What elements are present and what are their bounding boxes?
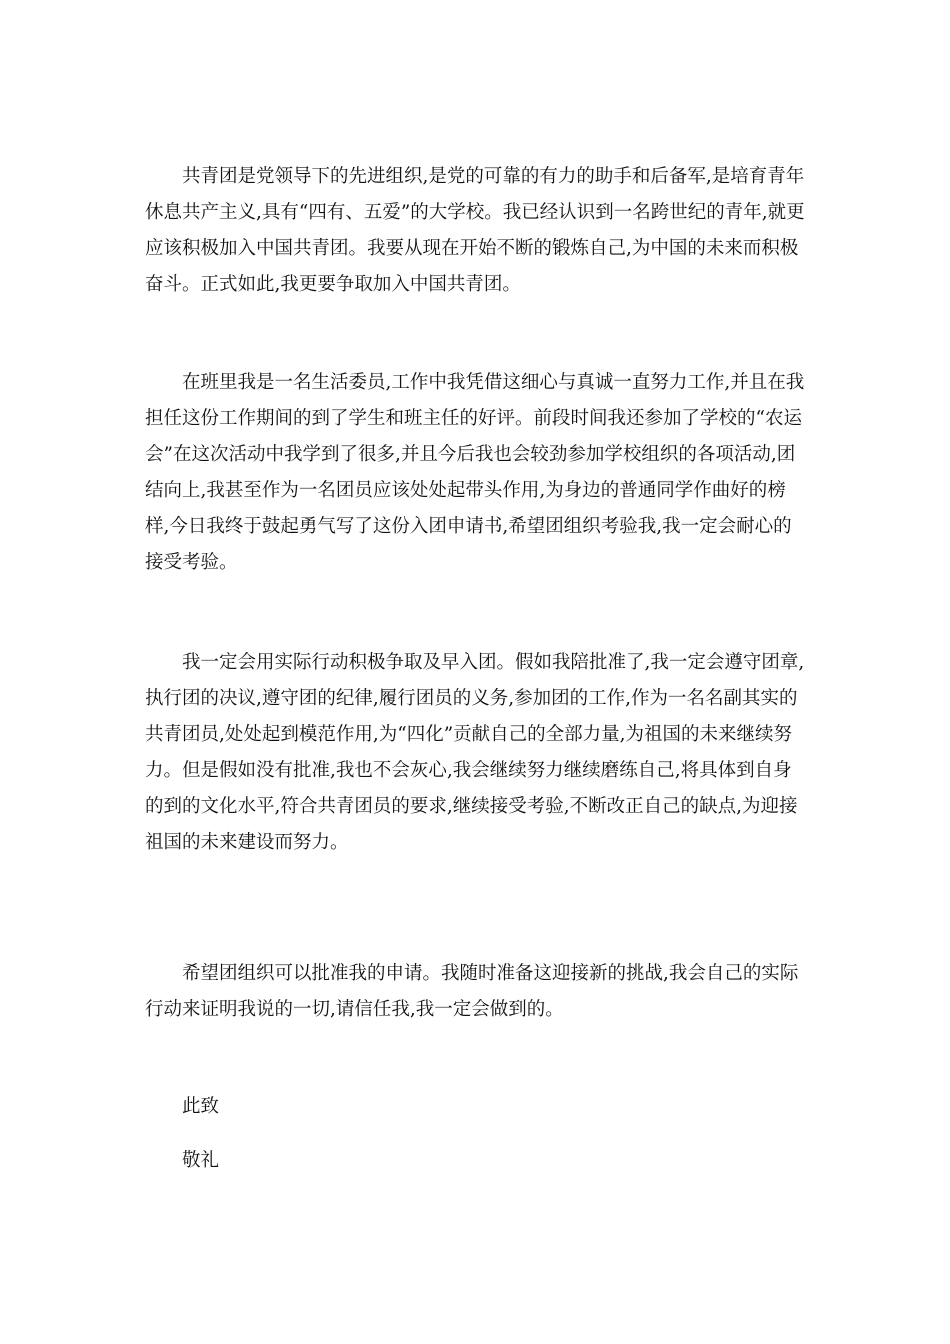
- closing-regards: 敬礼: [182, 1150, 220, 1171]
- closing-salutation: 此致: [182, 1096, 220, 1117]
- paragraph-request: 希望团组织可以批准我的申请。我随时准备这迎接新的挑战,我会自己的实际行动来证明我说的一切,请信任我,我一定会做到的。: [145, 963, 799, 1020]
- paragraph-commitment: 我一定会用实际行动积极争取及早入团。假如我陪批准了,我一定会遵守团章,执行团的决议,遵守团的纪律,履行团员的义务,参加团的工作,作为一名名副其实的共青团员,处处起到模范作用,为“四化”贡献自己的全部力量,为祖国的未来继续努力。但是假如没有批准,我也不会灰心,我会继续努力继续磨练自己,将具体到自身的到的文化水平,符合共青团员的要求,继续接受考验,不断改正自己的缺点,为迎接祖国的未来建设而努力。: [145, 652, 805, 853]
- paragraph-class-work: 在班里我是一名生活委员,工作中我凭借这细心与真诚一直努力工作,并且在我担任这份工作期间的到了学生和班主任的好评。前段时间我还参加了学校的“农运会”在这次活动中我学到了很多,并且今后我也会较劲参加学校组织的各项活动,团结向上,我甚至作为一名团员应该处处起带头作用,为身边的普通同学作曲好的榜样,今日我终于鼓起勇气写了这份入团申请书,希望团组织考验我,我一定会耐心的接受考验。: [145, 372, 805, 573]
- paragraph-intro: 共青团是党领导下的先进组织,是党的可靠的有力的助手和后备军,是培育青年休息共产主义,具有“四有、五爱”的大学校。我已经认识到一名跨世纪的青年,就更应该积极加入中国共青团。我要从现在开始不断的锻炼自己,为中国的未来而积极奋斗。正式如此,我更要争取加入中国共青团。: [145, 166, 805, 295]
